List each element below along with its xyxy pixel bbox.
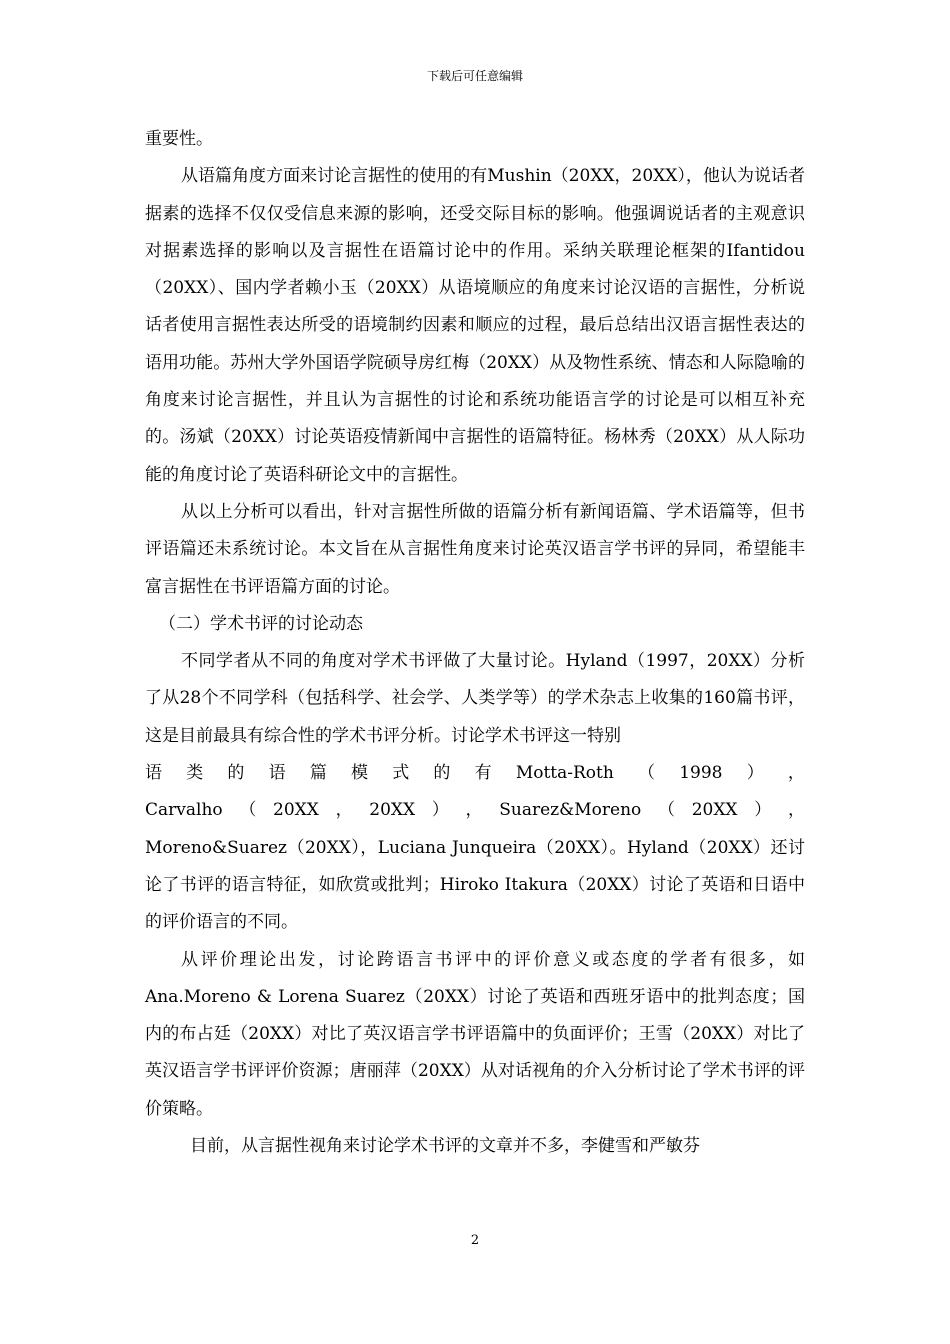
paragraph-continuation: 重要性。 (145, 129, 213, 149)
paragraph-appraisal-theory: 从评价理论出发，讨论跨语言书评中的评价意义或态度的学者有很多，如Ana.Moreno & Lorena Suarez（20XX）讨论了英语和西班牙语中的批判态度；国内的布占廷（20XX）对比了英汉语言学书评语篇中的负面评价；王雪（20XX）对比了英汉语言学书评评价资源；唐丽萍（20XX）从对话视角的介入分析讨论了学术书评的评价策略。 (145, 949, 806, 1119)
justified-line-1: 语 类 的 语 篇 模 式 的 有 Motta-Roth （ 1998 ） ， (145, 763, 805, 784)
paragraph-discourse-evidentiality: 从语篇角度方面来讨论言据性的使用的有Mushin（20XX，20XX），他认为说话者据素的选择不仅仅受信息来源的影响，还受交际目标的影响。他强调说话者的主观意识对据素选择的影响以及言据性在语篇讨论中的作用。采纳关联理论框架的Ifantidou（20XX）、国内学者赖小玉（20XX）从语境顺应的角度来讨论汉语的言据性，分析说话者使用言据性表达所受的语境制约因素和顺应的过程，最后总结出汉语言据性表达的语用功能。苏州大学外国语学院硕导房红梅（20XX）从及物性系统、情态和人际隐喻的角度来讨论言据性，并且认为言据性的讨论和系统功能语言学的讨论是可以相互补充的。汤斌（20XX）讨论英语疫情新闻中言据性的语篇特征。杨林秀（20XX）从人际功能的角度讨论了英语科研论文中的言据性。 (145, 166, 805, 485)
paragraph-summary: 从以上分析可以看出，针对言据性所做的语篇分析有新闻语篇、学术语篇等，但书评语篇还未系统讨论。本文旨在从言据性角度来讨论英汉语言学书评的异同，希望能丰富言据性在书评语篇方面的讨论。 (145, 501, 805, 597)
page-header: 下载后可任意编辑 (426, 69, 523, 83)
paragraph-current-state: 目前，从言据性视角来讨论学术书评的文章并不多，李健雪和严敏芬 (190, 1136, 700, 1157)
paragraph-book-review-top: 不同学者从不同的角度对学术书评做了大量讨论。Hyland（1997，20XX）分析了从28个不同学科（包括科学、社会学、人类学等）的学术杂志上收集的160篇书评，这是目前最具有综合性的学术书评分析。讨论学术书评这一特别 (145, 651, 805, 746)
justified-line-2: Carvalho （ 20XX ， 20XX ） ， Suarez&Moreno （ 20XX ） ， (145, 800, 805, 821)
section-heading: （二）学术书评的讨论动态 (159, 613, 363, 634)
document-body (145, 121, 805, 1165)
paragraph-book-review-research (145, 643, 805, 941)
page-number: 2 (470, 1233, 480, 1248)
paragraph-book-review-rest: Moreno&Suarez（20XX），Luciana Junqueira（20XX）。Hyland（20XX）还讨论了书评的语言特征，如欣赏或批判；Hiroko Itakura（20XX）讨论了英语和日语中的评价语言的不同。 (145, 837, 805, 933)
